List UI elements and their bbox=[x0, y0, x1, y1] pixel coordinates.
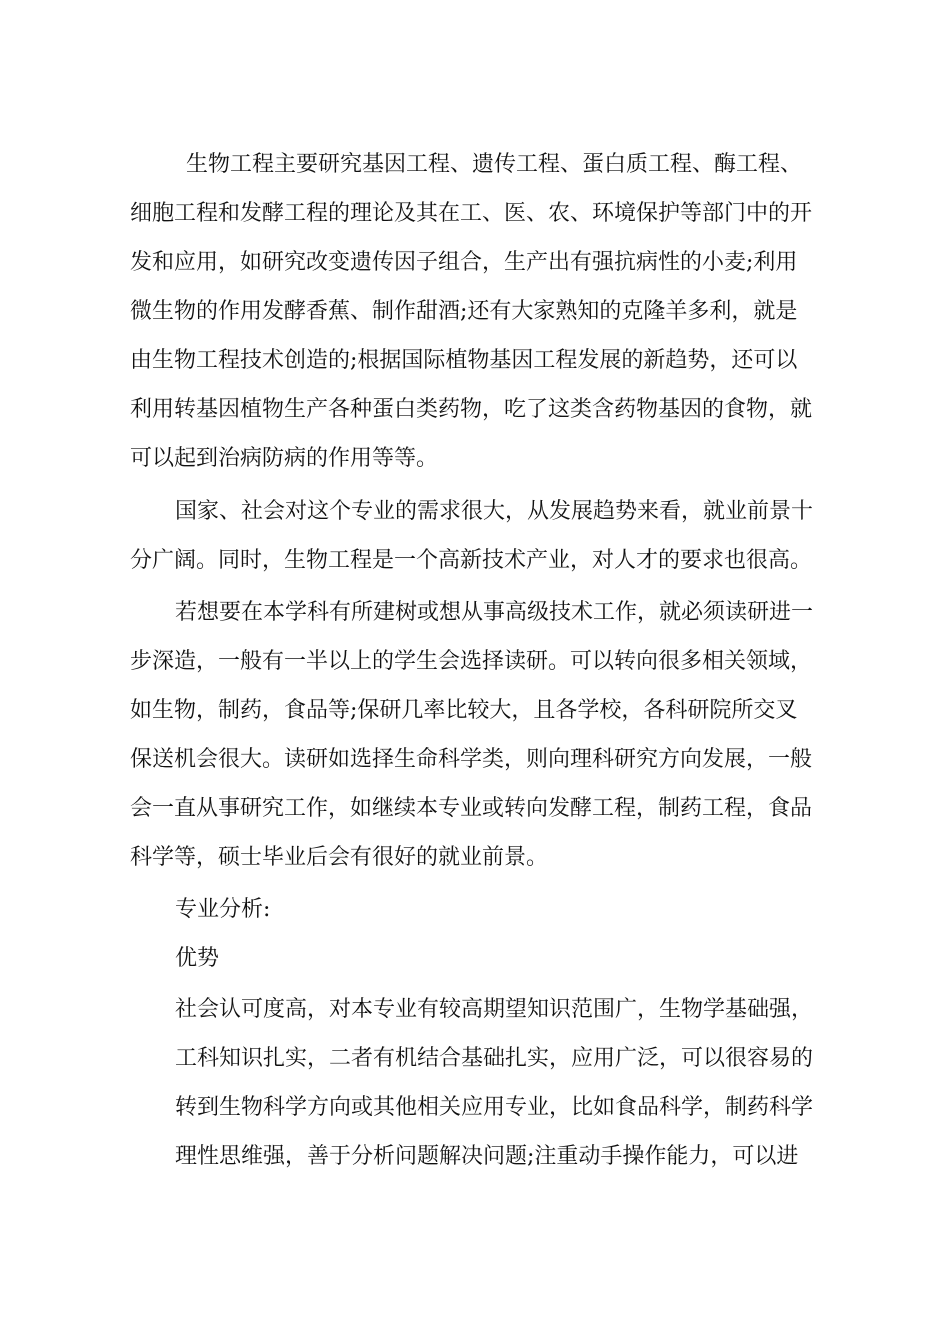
paragraph-1-line-4: 微生物的作用发酵香蕉、制作甜酒;还有大家熟知的克隆羊多利，就是 bbox=[130, 299, 798, 324]
paragraph-1-line-6: 利用转基因植物生产各种蛋白类药物，吃了这类含药物基因的食物，就 bbox=[130, 397, 813, 422]
paragraph-1-line-3: 发和应用，如研究改变遗传因子组合，生产出有强抗病性的小麦;利用 bbox=[130, 250, 798, 275]
paragraph-1-line-1: 生物工程主要研究基因工程、遗传工程、蛋白质工程、酶工程、 bbox=[186, 152, 803, 177]
paragraph-3-line-6: 科学等，硕士毕业后会有很好的就业前景。 bbox=[130, 845, 549, 870]
paragraph-2-line-2: 分广阔。同时，生物工程是一个高新技术产业，对人才的要求也很高。 bbox=[130, 548, 813, 573]
paragraph-1-line-2: 细胞工程和发酵工程的理论及其在工、医、农、环境保护等部门中的开 bbox=[130, 201, 813, 226]
section-heading: 专业分析: bbox=[175, 897, 271, 922]
paragraph-4-line-1: 社会认可度高，对本专业有较高期望知识范围广，生物学基础强， bbox=[175, 997, 814, 1022]
paragraph-4-line-2: 工科知识扎实，二者有机结合基础扎实，应用广泛，可以很容易的 bbox=[175, 1046, 814, 1071]
paragraph-4-line-3: 转到生物科学方向或其他相关应用专业，比如食品科学，制药科学 bbox=[175, 1095, 814, 1120]
paragraph-2-line-1: 国家、社会对这个专业的需求很大，从发展趋势来看，就业前景十 bbox=[175, 499, 814, 524]
paragraph-3-line-4: 保送机会很大。读研如选择生命科学类，则向理科研究方向发展，一般 bbox=[130, 747, 813, 772]
subheading-advantages: 优势 bbox=[175, 946, 220, 971]
paragraph-4-line-4: 理性思维强，善于分析问题解决问题;注重动手操作能力，可以进 bbox=[175, 1144, 799, 1169]
paragraph-1-line-5: 由生物工程技术创造的;根据国际植物基因工程发展的新趋势，还可以 bbox=[130, 348, 798, 373]
paragraph-3-line-2: 步深造，一般有一半以上的学生会选择读研。可以转向很多相关领域， bbox=[130, 649, 813, 674]
paragraph-1-line-7: 可以起到治病防病的作用等等。 bbox=[130, 446, 439, 471]
paragraph-3-line-5: 会一直从事研究工作，如继续本专业或转向发酵工程，制药工程，食品 bbox=[130, 796, 813, 821]
paragraph-3-line-1: 若想要在本学科有所建树或想从事高级技术工作，就必须读研进一 bbox=[175, 600, 814, 625]
paragraph-3-line-3: 如生物，制药，食品等;保研几率比较大，且各学校，各科研院所交叉 bbox=[130, 698, 798, 723]
